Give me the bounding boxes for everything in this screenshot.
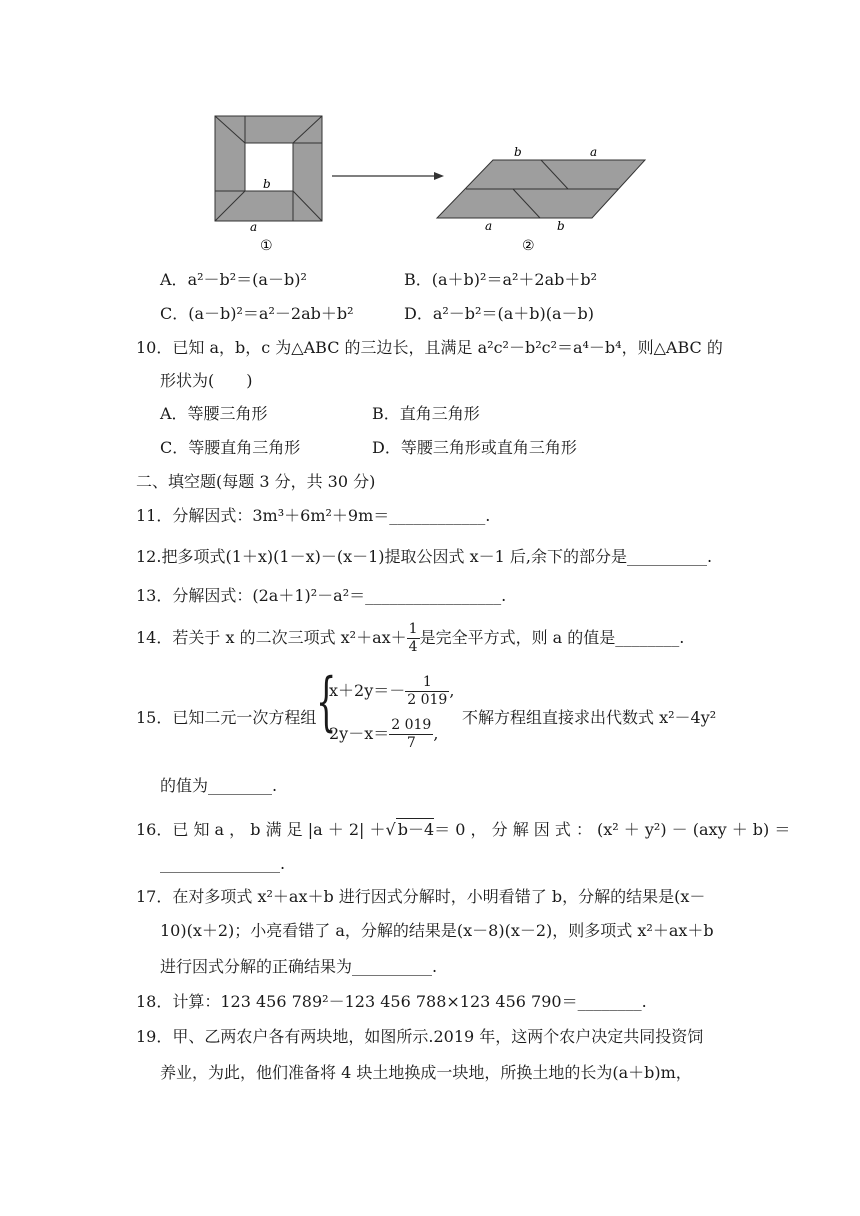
q16-sqrt: b－4: [397, 820, 435, 839]
q15-eq2-end: ,: [433, 724, 439, 743]
q15-eq1-frac: [405, 674, 449, 709]
q9-option-b: [404, 269, 597, 291]
fig2-label-b-top: b: [514, 145, 522, 159]
q15-line2: 的值为________.: [160, 776, 278, 795]
q16-pre: 已 知 a ， b 满 足 |a ＋ 2| ＋: [172, 820, 386, 839]
q18: [136, 991, 647, 1013]
q10-option-a: A．等腰三角形: [160, 404, 268, 423]
q15-brace: {: [316, 665, 337, 739]
figure-2-parallelogram: [437, 160, 645, 218]
fig2-caption: ②: [522, 238, 535, 254]
figure-area: [0, 0, 860, 260]
q15-eq2-den: 7: [406, 735, 416, 751]
q11-number: 11．: [136, 506, 173, 525]
q15-eq1-den: 2 019: [407, 692, 448, 708]
q10-option-d: D．等腰三角形或直角三角形: [372, 438, 577, 457]
q17-text-line1: 在对多项式 x²＋ax＋b 进行因式分解时，小明看错了 b，分解的结果是(x－: [172, 887, 706, 906]
q14-post: 是完全平方式，则 a 的值是________.: [419, 628, 685, 647]
q11-text: 分解因式：3m³＋6m²＋9m＝____________.: [172, 506, 491, 525]
q17-line1: [136, 886, 705, 908]
q13-number: 13．: [136, 586, 173, 605]
q9-option-b-letter: B．: [404, 270, 432, 289]
q19-line1: [136, 1026, 703, 1048]
q13-text: 分解因式：(2a＋1)²－a²＝_________________.: [172, 586, 507, 605]
q17-line3: 进行因式分解的正确结果为__________.: [160, 957, 438, 976]
q9-option-d-letter: D．: [404, 304, 433, 323]
q13: [136, 585, 506, 607]
q14-pre: 若关于 x 的二次三项式 x²＋ax＋: [172, 628, 407, 647]
q15-eq2-left: 2y－x＝: [329, 724, 390, 743]
q9-option-a: [160, 269, 307, 291]
fig2-label-b-bottom: b: [557, 219, 565, 233]
q10-option-b: B．直角三角形: [372, 404, 480, 423]
section-heading: 二、填空题(每题 3 分，共 30 分): [136, 472, 376, 491]
q15-eq1-end: ,: [449, 681, 455, 700]
q18-number: 18．: [136, 992, 173, 1011]
q15-number: 15．: [136, 708, 173, 727]
q19-line2: 养业，为此，他们准备将 4 块土地换成一块地，所换土地的长为(a＋b)m，: [160, 1063, 692, 1082]
q16-number: 16．: [136, 820, 173, 839]
q16-post: ＝ 0 ， 分 解 因 式 ： (x² ＋ y²) － (axy ＋ b) ＝: [434, 820, 791, 839]
q11: [136, 505, 490, 527]
fig2-label-a-bottom: a: [485, 219, 493, 233]
q15-prefix: [136, 707, 316, 729]
q10-line2: 形状为( ): [160, 371, 253, 390]
q15-eq2: [329, 717, 438, 752]
q15-eq2-num: 2 019: [391, 717, 432, 733]
q15-eq1-left: x＋2y＝－: [329, 681, 406, 700]
fig1-caption: ①: [260, 238, 273, 254]
q14: [136, 618, 684, 658]
q9-option-c-text: (a－b)²＝a²－2ab＋b²: [188, 304, 354, 323]
q9-option-d-text: a²－b²＝(a＋b)(a－b): [432, 304, 594, 323]
q17-number: 17．: [136, 887, 173, 906]
q19-text-line1: 甲、乙两农户各有两块地，如图所示.2019 年，这两个农户决定共同投资饲: [172, 1027, 704, 1046]
q12-number: 12.: [136, 547, 162, 566]
q9-option-b-text: (a＋b)²＝a²＋2ab＋b²: [431, 270, 598, 289]
q14-fraction: [407, 621, 420, 656]
q9-option-a-letter: A．: [160, 270, 188, 289]
q15-eq1-num: 1: [405, 674, 449, 692]
q14-frac-num: 1: [408, 621, 418, 637]
q9-option-d: [404, 303, 594, 325]
q17-line2: 10)(x＋2)；小亮看错了 a，分解的结果是(x－8)(x－2)，则多项式 x²＋ax＋b: [160, 921, 714, 940]
figure-1-square-frame: [215, 116, 322, 221]
q9-option-c-letter: C．: [160, 304, 189, 323]
q16-line2: _______________.: [160, 854, 286, 873]
q18-text: 计算：123 456 789²－123 456 788×123 456 790＝________.: [172, 992, 647, 1011]
q12: [136, 546, 712, 568]
q10-option-c: C．等腰直角三角形: [160, 438, 301, 457]
q15-eq1: [329, 674, 454, 709]
q16: 16．已 知 a ， b 满 足 |a ＋ 2| ＋√ b－4＝ 0 ， 分 解 因 式 ： (x² ＋ y²) － (axy ＋ b) ＝: [136, 820, 791, 839]
q15-post: 不解方程组直接求出代数式 x²－4y²: [462, 708, 717, 727]
q10-number: 10．: [136, 338, 173, 357]
q9-option-c: [160, 303, 354, 325]
arrow: [332, 172, 444, 180]
q14-frac-den: 4: [408, 639, 418, 655]
fig1-label-a: a: [250, 220, 258, 234]
q15-eq2-frac: [389, 717, 433, 752]
q15-pre: 已知二元一次方程组: [172, 708, 317, 727]
q10-text-line1: 已知 a，b，c 为△ABC 的三边长，且满足 a²c²－b²c²＝a⁴－b⁴，则△ABC 的: [172, 338, 723, 357]
q14-number: 14．: [136, 628, 173, 647]
q10-line1: [136, 337, 723, 359]
fig2-label-a-top: a: [590, 145, 598, 159]
q12-text: 把多项式(1＋x)(1－x)－(x－1)提取公因式 x－1 后,余下的部分是__________.: [161, 547, 713, 566]
q9-option-a-text: a²－b²＝(a－b)²: [187, 270, 307, 289]
q19-number: 19．: [136, 1027, 173, 1046]
fig1-label-b: b: [263, 177, 271, 191]
